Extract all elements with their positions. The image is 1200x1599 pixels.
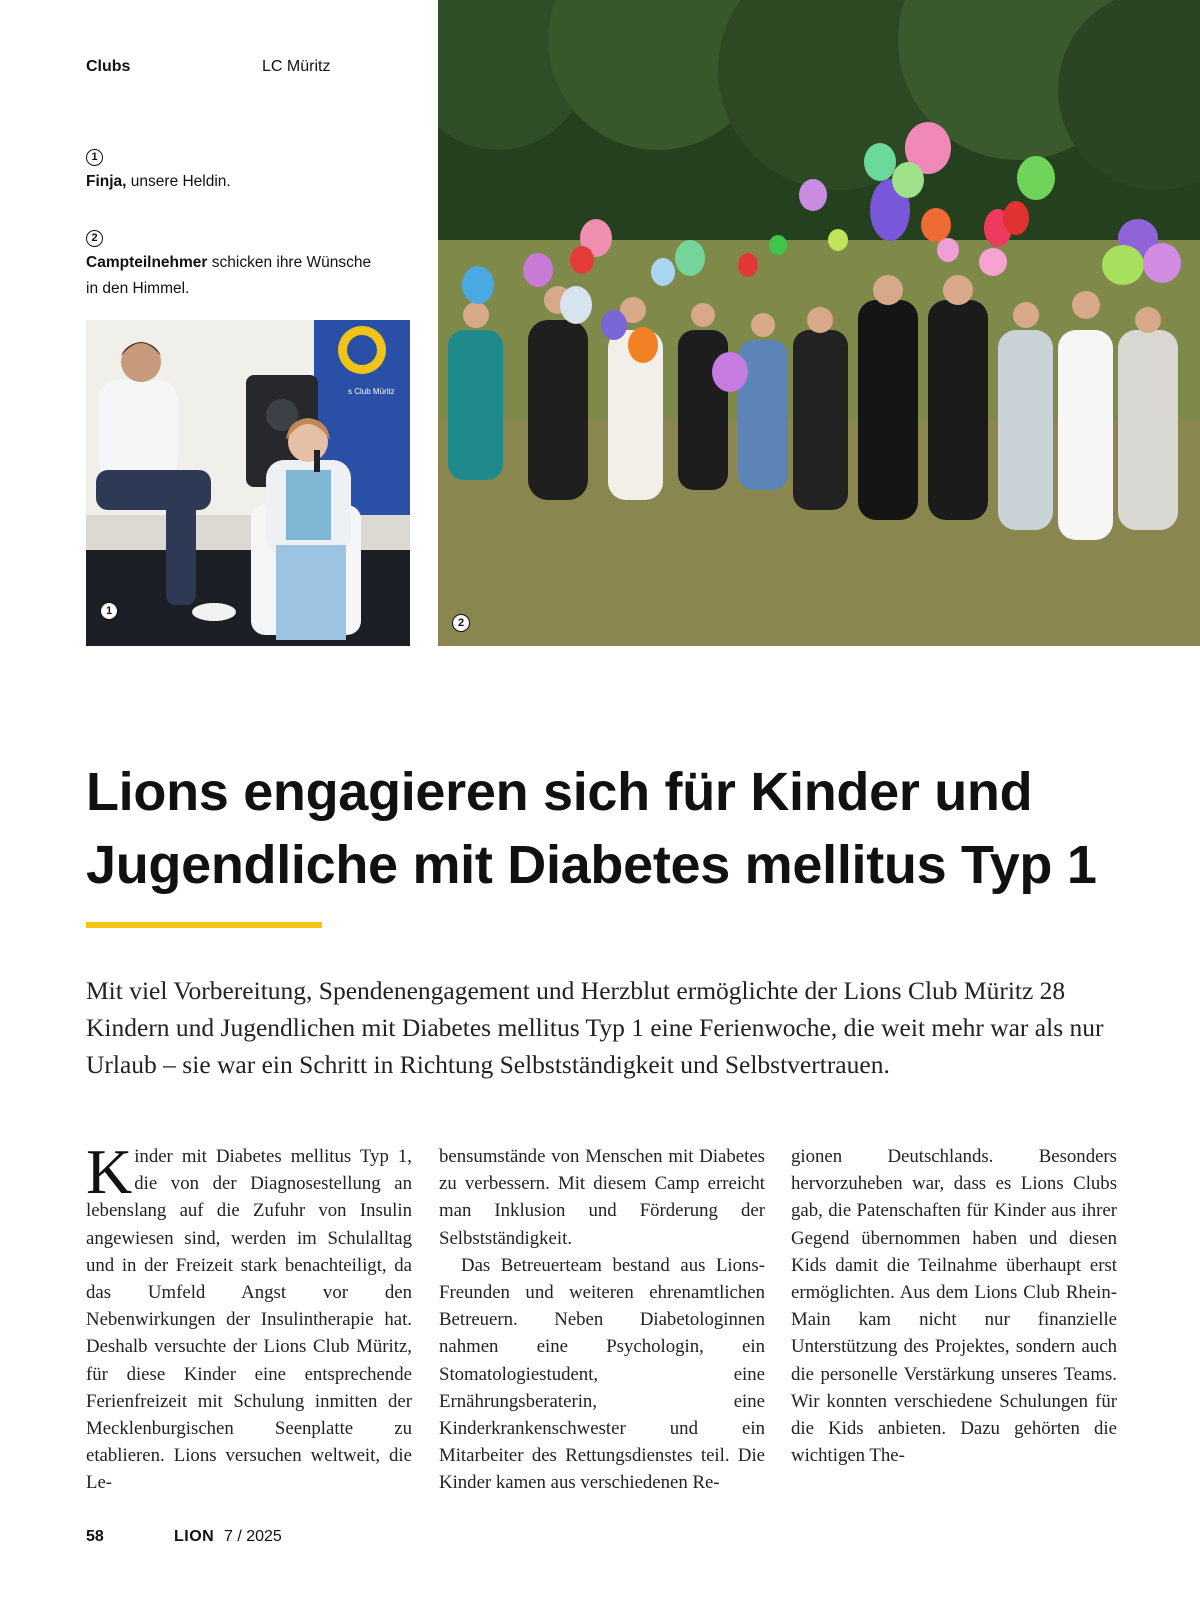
column-1-text: inder mit Diabetes mellitus Typ 1, die von der Diagnosestellung an lebenslang auf die Zufuhr von Insulin angewiesen sind, werden im Schulalltag und in der Freizeit stark benachteiligt, da das Umfeld Angst vor den Nebenwirkungen der Insulintherapie hat. Deshalb versuchte der Lions Club Müritz, für diese Kinder eine entsprechende Ferienfreizeit mit Schulung inmitten der Mecklenburgischen Seenplatte zu etablieren. Lions versuchen weltweit, die Le- — [86, 1146, 412, 1494]
article-column-3 — [791, 1143, 1117, 1469]
caption-1-bold: Finja, — [86, 173, 127, 190]
column-3-text: gionen Deutschlands. Besonders hervorzuheben war, dass es Lions Clubs gab, die Patenschaften für Kinder aus ihrer Gegend übernommen haben und diesen Kids damit die Teilnahme überhaupt erst ermöglichten. Aus dem Lions Club Rhein-Main kam nicht nur finanzielle Unterstützung des Projektes, sondern auch die personelle Verstärkung unseres Teams. Wir konnten verschiedene Schulungen für die Kids anbieten. Dazu gehörten die wichtigen The- — [791, 1146, 1117, 1467]
article-headline: Lions engagieren sich für Kinder und Jugendliche mit Diabetes mellitus Typ 1 — [86, 762, 1097, 895]
banner-text: s Club Müritz — [348, 387, 395, 396]
caption-2-bold: Campteilnehmer — [86, 254, 208, 271]
photo-number-2: 2 — [452, 614, 470, 632]
caption-1-text: unsere Heldin. — [126, 173, 231, 190]
magazine-name: LION — [174, 1528, 215, 1545]
club-label: LC Müritz — [262, 58, 331, 75]
page-number: 58 — [86, 1528, 104, 1545]
article-column-1 — [86, 1136, 412, 1497]
photo-finja — [86, 320, 410, 646]
headline-rule — [86, 922, 322, 928]
article-column-2 — [439, 1143, 765, 1497]
article-lead: Mit viel Vorbereitung, Spendenengagement und Herzblut ermöglichte der Lions Club Müritz 28 Kindern und Jugendlichen mit Diabetes mellitus Typ 1 eine Ferienwoche, die weit mehr war als nur Urlaub – sie war ein Schritt in Richtung Selbstständigkeit und Selbstvertrauen. — [86, 976, 1104, 1079]
photo-number-1: 1 — [100, 602, 118, 620]
caption-2-text: schicken ihre Wünsche in den Himmel. — [86, 254, 372, 297]
section-label: Clubs — [86, 58, 131, 75]
drop-cap: K — [86, 1136, 133, 1207]
caption-number-1: 1 — [86, 149, 103, 166]
column-2-text-b: Das Betreuerteam bestand aus Lions-Freunden und weiteren ehrenamtlichen Betreuern. Neben Diabetologinnen nahmen eine Psychologin, ein Stomatologiestudent, eine Ernährungsberaterin, eine Kinderkrankenschwester und ein Mitarbeiter des Rettungsdienstes teil. Die Kinder kamen aus verschiedenen Re- — [439, 1254, 765, 1494]
caption-number-2: 2 — [86, 230, 103, 247]
caption-1 — [86, 143, 386, 195]
issue-number: 7 / 2025 — [224, 1528, 282, 1545]
photo-balloons — [438, 0, 1200, 646]
column-2-text-a: bensumstände von Menschen mit Diabetes zu verbessern. Mit diesem Camp erreicht man Inklusion und Förderung der Selbstständigkeit. — [439, 1146, 765, 1249]
caption-2 — [86, 224, 386, 302]
